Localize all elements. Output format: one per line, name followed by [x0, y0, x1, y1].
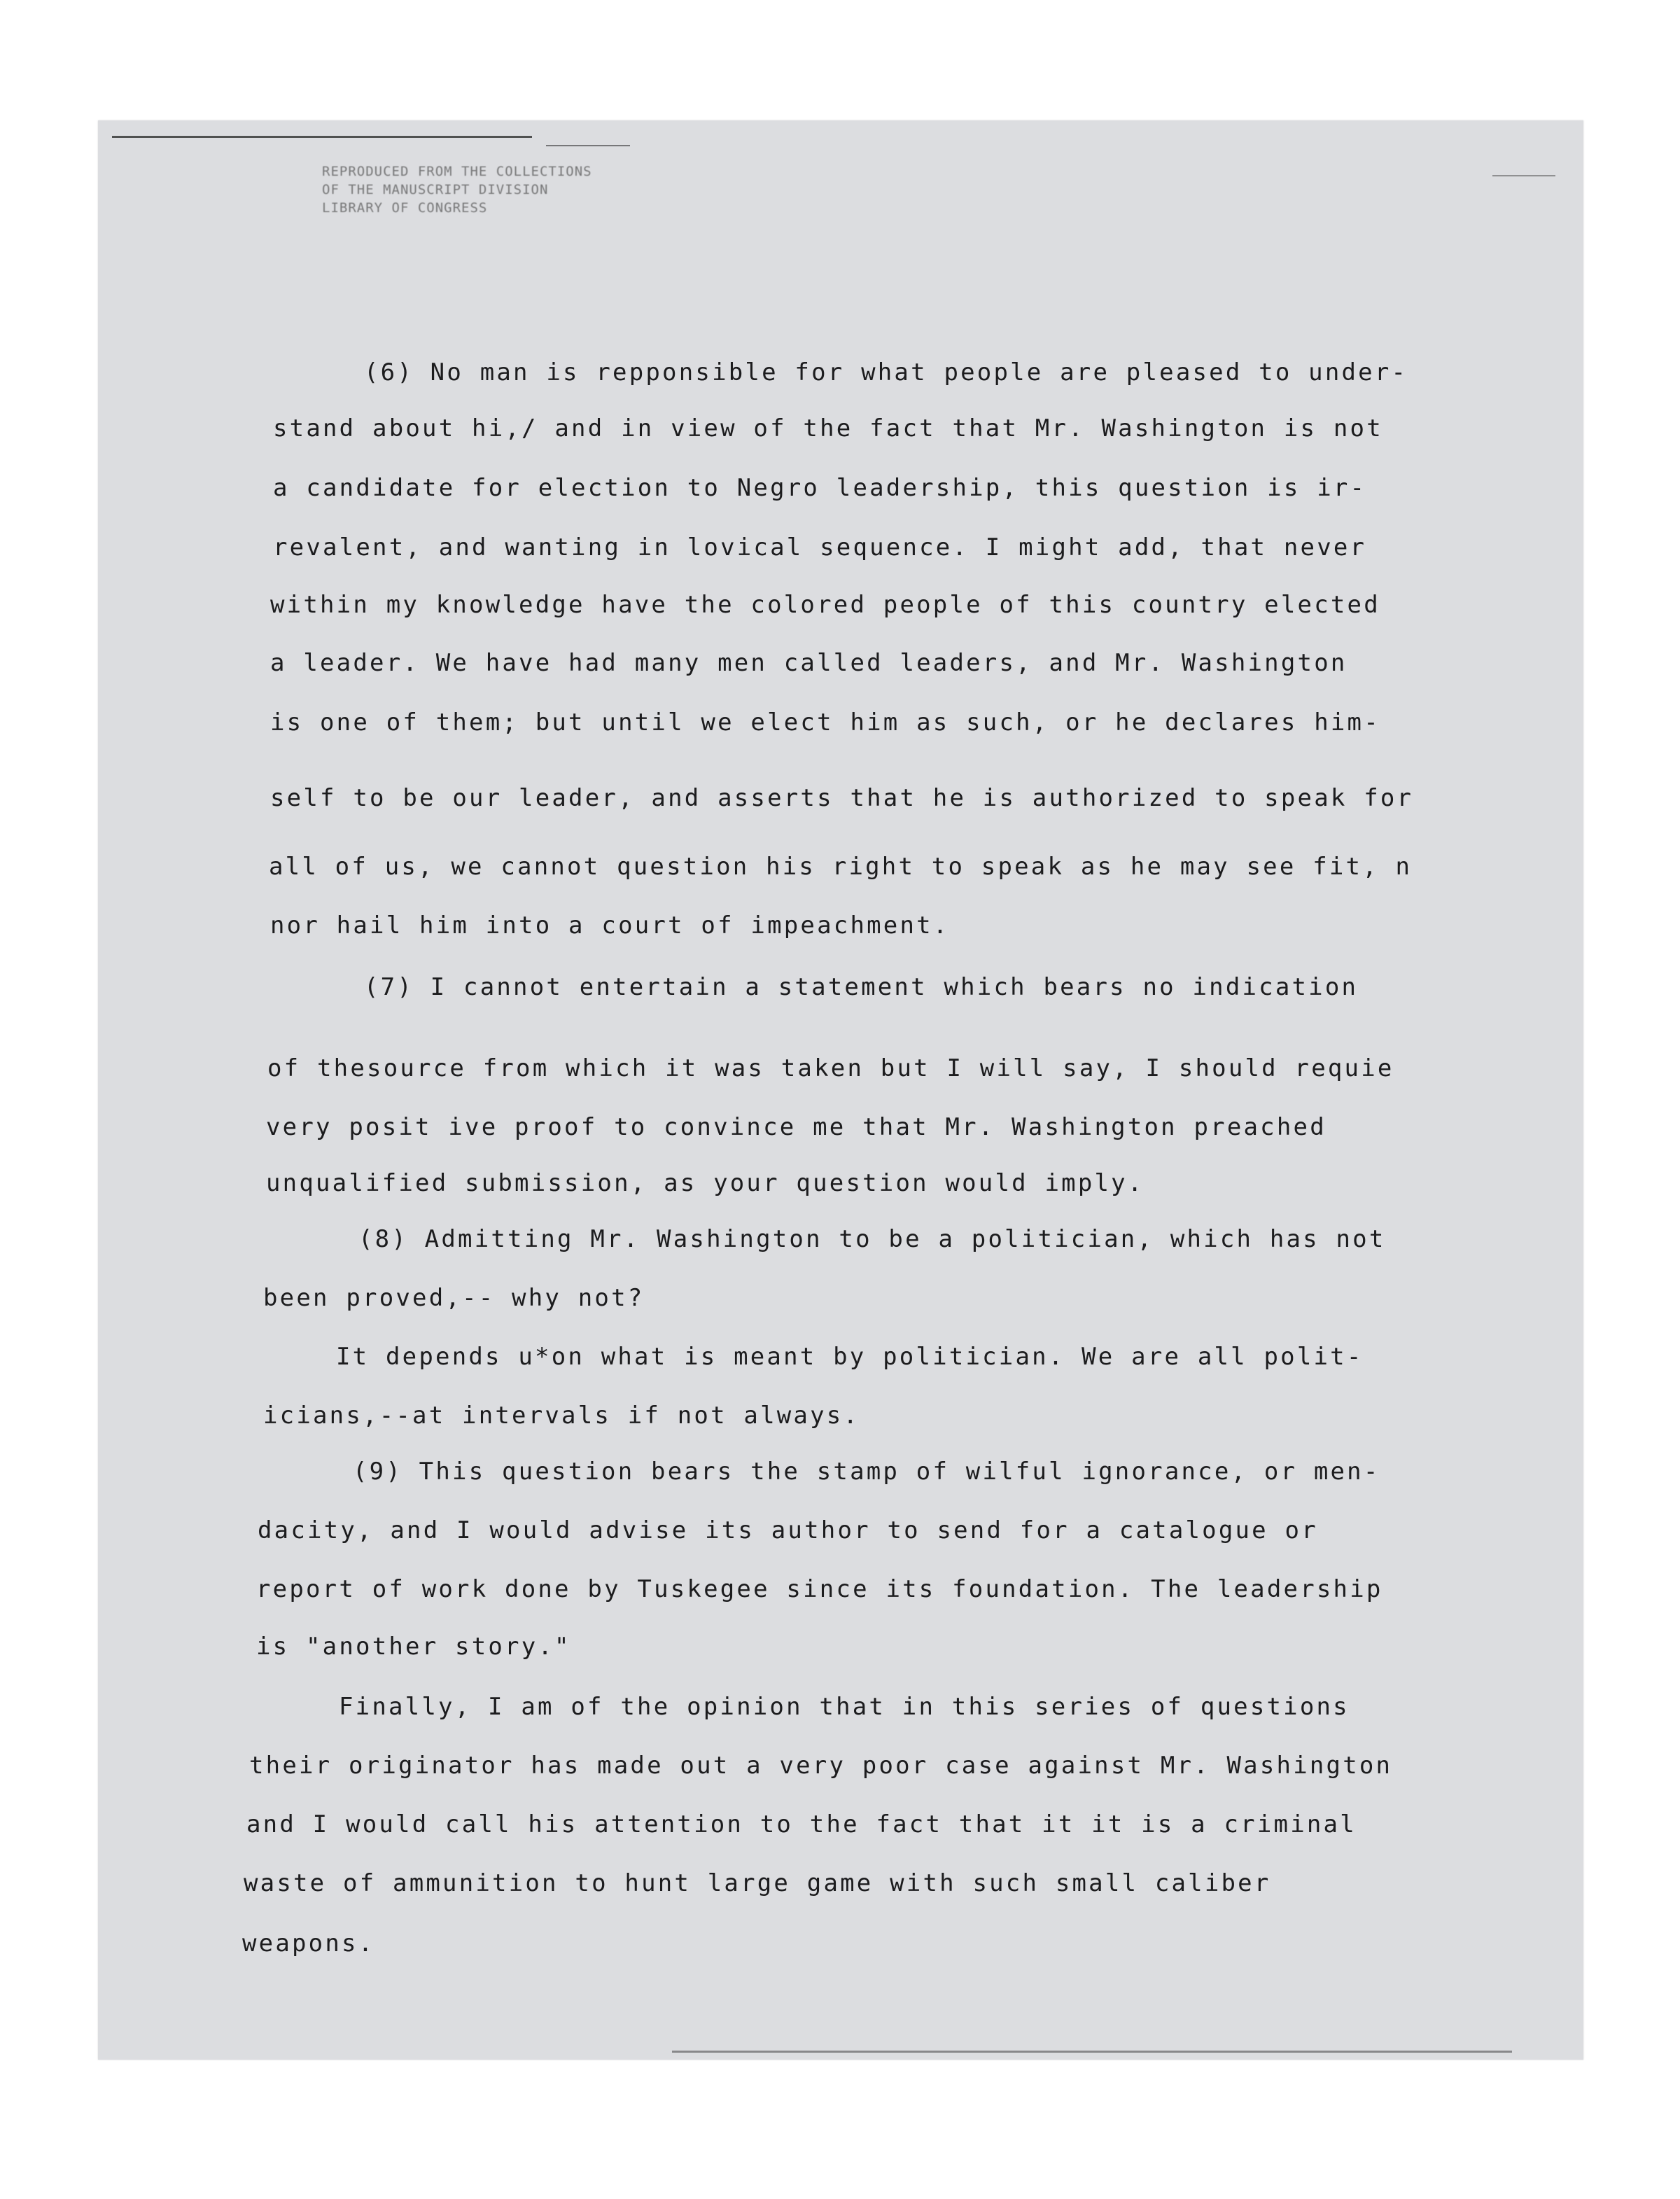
- text-line: revalent, and wanting in lovical sequence. I might add, that never: [273, 533, 1367, 561]
- stamp-line: LIBRARY OF CONGRESS: [322, 200, 488, 216]
- text-line: a leader. We have had many men called leaders, and Mr. Washington: [270, 649, 1348, 677]
- text-line: within my knowledge have the colored people of this country elected: [270, 591, 1380, 619]
- stamp-line: OF THE MANUSCRIPT DIVISION: [322, 182, 549, 197]
- text-line: is "another story.": [256, 1633, 571, 1661]
- text-line: of thesource from which it was taken but I will say, I should requie: [267, 1054, 1394, 1082]
- bottom-rule: [672, 2051, 1512, 2053]
- text-line: been proved,-- why not?: [263, 1284, 645, 1312]
- text-line: nor hail him into a court of impeachment.: [270, 912, 950, 940]
- text-line: all of us, we cannot question his right to speak as he may see fit, n: [269, 853, 1413, 881]
- text-line: waste of ammunition to hunt large game with such small caliber: [244, 1869, 1271, 1897]
- typewritten-body: [98, 120, 1583, 2060]
- text-line: is one of them; but until we elect him as such, or he declares him-: [270, 708, 1380, 737]
- document-page: [98, 120, 1583, 2060]
- text-line: their originator has made out a very poor case against Mr. Washington: [249, 1752, 1393, 1780]
- text-line: (8) Admitting Mr. Washington to be a politician, which has not: [358, 1225, 1386, 1253]
- text-line: It depends u*on what is meant by politician. We are all polit-: [336, 1343, 1364, 1371]
- text-line: stand about hi,/ and in view of the fact that Mr. Washington is not: [273, 414, 1383, 442]
- text-line: (6) No man is repponsible for what people are pleased to under-: [364, 358, 1408, 386]
- text-line: weapons.: [242, 1929, 375, 1957]
- text-line: report of work done by Tuskegee since its foundation. The leadership: [256, 1575, 1383, 1603]
- stamp-line: REPRODUCED FROM THE COLLECTIONS: [322, 164, 592, 179]
- text-line: a candidate for election to Negro leadership, this question is ir-: [273, 474, 1367, 502]
- text-line: Finally, I am of the opinion that in this series of questions: [339, 1693, 1350, 1721]
- text-line: unqualified submission, as your question would imply.: [266, 1169, 1144, 1197]
- text-line: and I would call his attention to the fact that it it is a criminal: [246, 1810, 1357, 1838]
- text-line: very posit ive proof to convince me that Mr. Washington preached: [266, 1113, 1326, 1141]
- text-line: (9) This question bears the stamp of wilful ignorance, or men-: [353, 1458, 1380, 1486]
- text-line: dacity, and I would advise its author to send for a catalogue or: [258, 1516, 1318, 1544]
- text-line: (7) I cannot entertain a statement which bears no indication: [364, 973, 1359, 1001]
- text-line: icians,--at intervals if not always.: [263, 1402, 860, 1430]
- text-line: self to be our leader, and asserts that he is authorized to speak for: [270, 784, 1414, 812]
